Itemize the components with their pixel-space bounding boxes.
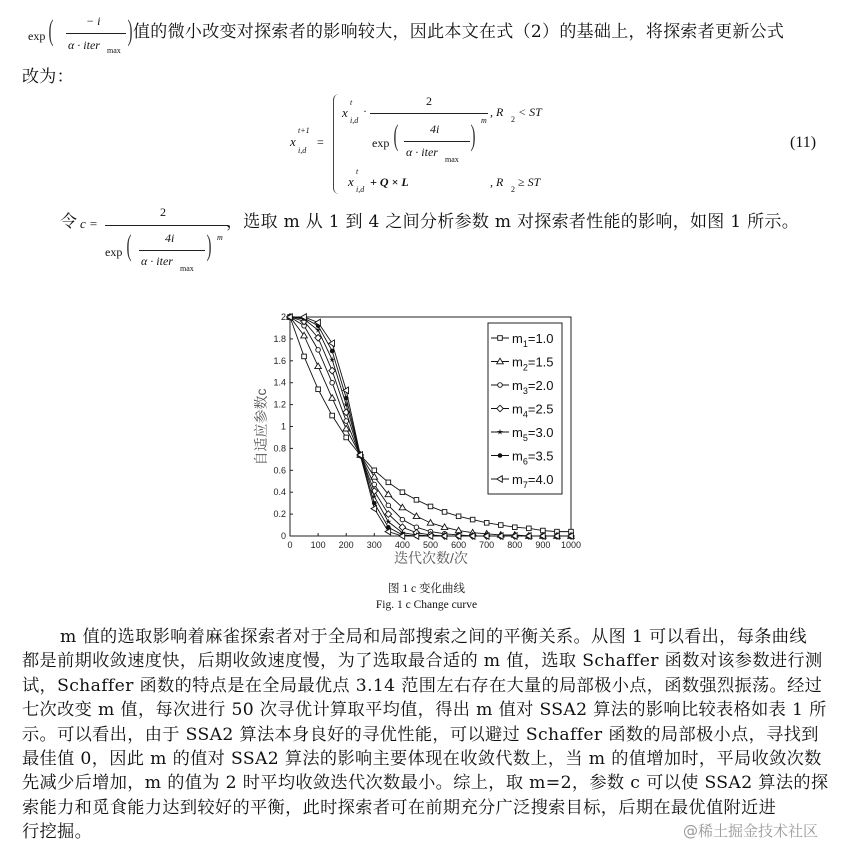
legend-m: m	[512, 425, 523, 440]
y-tick-label: 1	[280, 421, 286, 432]
paragraph-line: 行挖掘。	[22, 822, 93, 843]
y-tick-label: 1.6	[273, 355, 286, 366]
circle-marker	[316, 348, 321, 353]
square-marker	[428, 504, 433, 509]
left-paren: (	[48, 14, 54, 47]
intro-text-2: 改为：	[22, 67, 74, 87]
x-tick-label: 0	[287, 540, 293, 550]
square-marker	[513, 525, 518, 530]
paragraph-line: 试，Schaffer 函数的特点是在全局最优点 3.14 范围左右存在大量的局部极小点，函数强烈振荡。经过	[22, 675, 823, 696]
y-tick-label: 0.2	[273, 509, 286, 520]
figure-caption-cn: 图 1 c 变化曲线	[388, 583, 465, 595]
legend-value: =1.5	[527, 354, 554, 370]
case2-expression: + Q × L	[370, 175, 409, 189]
legend-m: m	[512, 472, 523, 487]
square-marker	[400, 490, 405, 495]
x-tick-label: 500	[422, 540, 439, 550]
triangle-up-marker	[413, 513, 420, 519]
x-tick-label: 800	[507, 540, 523, 550]
x-tick-label: 600	[451, 540, 467, 550]
case1-inner-sub: max	[445, 155, 459, 164]
legend-value: =1.0	[527, 331, 554, 346]
equation-11	[290, 92, 830, 197]
x-tick-label: 700	[479, 540, 495, 550]
legend-subscript: 1	[522, 339, 528, 349]
y-tick-label: 0.8	[273, 443, 286, 454]
paragraph-line: 都是前期收敛速度快，后期收敛速度慢，为了选取最合适的 m 值，选取 Schaffer 函数对该参数进行测	[22, 651, 823, 672]
y-axis-label: 自适应参数c	[253, 388, 269, 466]
c-inner-num: 4i	[165, 231, 175, 245]
case1-sub: i,d	[350, 116, 359, 125]
legend-value: =2.5	[527, 401, 554, 417]
brace	[333, 94, 339, 194]
square-marker	[442, 510, 447, 515]
triangle-left-marker	[329, 340, 335, 347]
y-tick-label: 0.4	[273, 487, 286, 498]
legend-m: m	[512, 331, 523, 346]
circle-marker	[344, 419, 349, 424]
case1-dot: ·	[363, 104, 367, 118]
case1-x: x	[342, 105, 348, 120]
case2-sup: t	[356, 167, 359, 176]
chart-legend	[488, 323, 562, 494]
filled-circle-marker	[498, 453, 503, 458]
x-tick-label: 900	[535, 540, 551, 550]
c-left-paren: (	[126, 229, 132, 262]
right-paren: )	[127, 14, 133, 47]
legend-m: m	[512, 448, 523, 464]
intro-text: 值的微小改变对探索者的影响较大，因此本文在式（2）的基础上，将探索者更新公式	[133, 22, 785, 42]
triangle-up-marker	[371, 474, 378, 480]
case1-inner-num: 4i	[430, 122, 440, 136]
square-marker	[498, 336, 503, 341]
case2-condition-rel: ≥ ST	[518, 175, 541, 189]
inline-exp-formula	[28, 12, 133, 62]
case1-left-paren: (	[393, 119, 399, 152]
legend-subscript: 3	[522, 386, 528, 396]
square-marker	[527, 526, 532, 531]
case2-condition: , R	[490, 175, 504, 189]
case1-condition-rel: < ST	[518, 105, 542, 119]
legend-value: =2.0	[527, 378, 554, 393]
watermark: @稀土掘金技术社区	[683, 822, 819, 840]
legend-m: m	[512, 401, 523, 417]
y-tick-label: 1.8	[273, 333, 286, 344]
eq-lhs-sup: t+1	[298, 126, 310, 135]
subscript-max: max	[107, 46, 121, 55]
legend-m: m	[512, 378, 523, 393]
c-change-chart	[0, 300, 853, 570]
equation-number: (11)	[790, 134, 817, 151]
case2-sub: i,d	[356, 185, 365, 194]
case1-condition: , R	[490, 105, 504, 119]
circle-marker	[330, 380, 335, 385]
paragraph-line: 最佳值 0，因此 m 的值对 SSA2 算法的影响主要体现在收敛代数上，当 m 的值增加时，平局收敛次数	[22, 749, 822, 769]
case1-inner-den: α · iter	[406, 145, 438, 159]
y-tick-label: 1.4	[273, 377, 286, 388]
square-marker	[484, 521, 489, 526]
legend-value: =3.0	[527, 425, 554, 440]
square-marker	[316, 387, 321, 392]
fraction-denominator: α · iter	[68, 38, 100, 52]
paragraph-line: m 值的选取影响着麻雀探索者对于全局和局部搜索之间的平衡关系。从图 1 可以看出，每条曲线	[60, 627, 807, 647]
legend-value: =4.0	[527, 472, 554, 487]
case1-right-paren: )	[470, 119, 476, 152]
y-tick-label: 2	[280, 312, 286, 322]
paragraph-line: 索能力和觅食能力达到较好的平衡，此时探索者可在前期充分广泛搜索目标，后期在最优值附近进	[22, 797, 777, 818]
triangle-up-marker	[427, 520, 434, 526]
c-numerator: 2	[160, 205, 166, 219]
c-power: m	[217, 233, 223, 242]
case2-condition-sub: 2	[511, 185, 515, 194]
case1-numerator: 2	[426, 94, 432, 108]
y-tick-label: 1.2	[273, 399, 286, 410]
case1-sup: t	[350, 98, 353, 107]
eq-lhs: x	[290, 134, 296, 149]
y-tick-label: 0.6	[273, 465, 286, 476]
triangle-up-marker	[315, 363, 322, 369]
circle-marker	[498, 383, 503, 388]
legend-subscript: 6	[522, 456, 528, 467]
c-right-paren: )	[206, 229, 212, 262]
c-inner-den: α · iter	[141, 254, 173, 268]
y-tick-label: 0	[280, 531, 286, 541]
paragraph-line: 示。可以看出，由于 SSA2 算法本身良好的寻优性能，可以避过 Schaffer 函数的局部极小点，寻找到	[22, 724, 819, 745]
square-marker	[414, 498, 419, 503]
c-exp: exp	[105, 245, 123, 259]
c-equals: c =	[80, 216, 98, 231]
circle-marker	[386, 503, 391, 508]
legend-m: m	[512, 354, 523, 370]
square-marker	[386, 480, 391, 485]
square-marker	[456, 514, 461, 519]
eq-lhs-sub: i,d	[298, 146, 307, 155]
paragraph-line: 先减少后增加，m 的值为 2 时平均收敛迭代次数最小。综上，取 m=2，参数 c 可以使 SSA2 算法的探	[22, 773, 829, 794]
x-tick-label: 100	[310, 540, 326, 550]
legend-subscript: 5	[522, 433, 528, 443]
fraction-numerator: − i	[86, 14, 101, 28]
case1-power: m	[481, 116, 487, 125]
case2-x: x	[348, 174, 354, 189]
square-marker	[498, 523, 503, 528]
paragraph-line: 七次改变 m 值，每次进行 50 次寻优计算取平均值，得出 m 值对 SSA2 算法的影响比较表格如表 1 所	[22, 700, 827, 721]
square-marker	[470, 517, 475, 522]
legend-subscript: 4	[522, 409, 528, 420]
x-tick-label: 1000	[560, 540, 582, 550]
x-tick-label: 400	[394, 540, 410, 550]
eq-sign: =	[317, 135, 324, 149]
let-prefix: 令	[60, 212, 78, 232]
x-axis-label: 迭代次数/次	[394, 550, 468, 566]
x-tick-label: 300	[366, 540, 382, 550]
exp-label: exp	[28, 29, 46, 43]
triangle-up-marker	[329, 395, 336, 401]
figure-caption-en: Fig. 1 c Change curve	[375, 599, 478, 611]
square-marker	[344, 435, 349, 440]
circle-marker	[400, 517, 405, 522]
square-marker	[302, 354, 307, 359]
c-definition	[60, 205, 840, 275]
case1-exp: exp	[372, 136, 390, 150]
square-marker	[330, 413, 335, 418]
x-tick-label: 200	[338, 540, 354, 550]
legend-subscript: 2	[522, 362, 528, 373]
c-definition-text: ，选取 m 从 1 到 4 之间分析参数 m 对探索者性能的影响，如图 1 所示。	[226, 212, 800, 232]
square-marker	[372, 468, 377, 473]
legend-value: =3.5	[527, 448, 554, 464]
legend-subscript: 7	[522, 480, 528, 490]
case1-condition-sub: 2	[511, 115, 515, 124]
c-inner-sub: max	[180, 264, 194, 273]
